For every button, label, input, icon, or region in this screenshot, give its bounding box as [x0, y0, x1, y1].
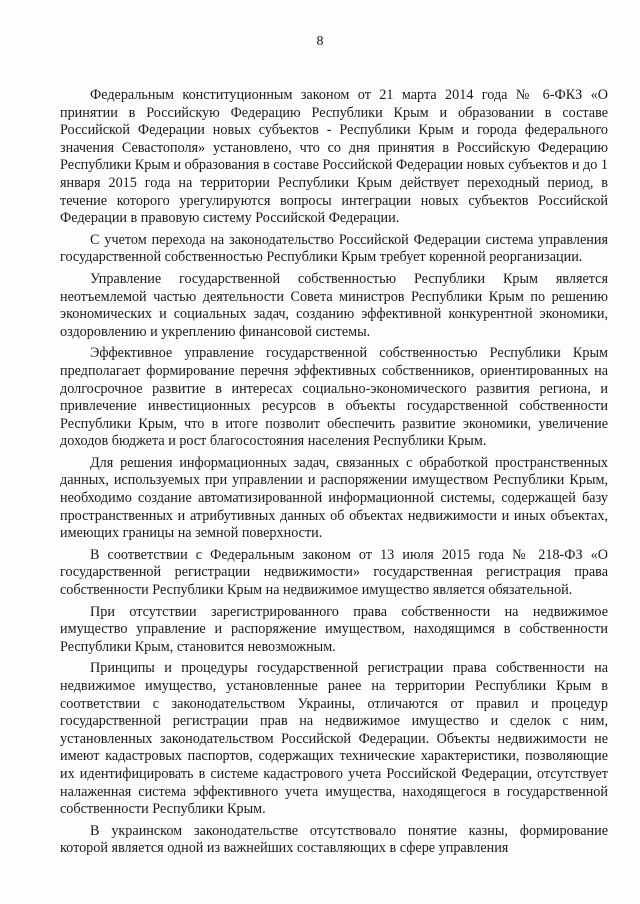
paragraph-3: Управление государственной собственностью Республики Крым является неотъемлемой частью деятельности Совета министров Республики Крым по решению экономических и социальных задач, созданию эффективной конкурентной экономики, оздоровлению и укреплению финансовой системы. — [60, 270, 608, 340]
page-number: 8 — [316, 34, 324, 49]
document-body — [60, 87, 608, 862]
paragraph-5: Для решения информационных задач, связанных с обработкой пространственных данных, используемых при управлении и распоряжении имуществом Республики Крым, необходимо создание автоматизированной информационной системы, содержащей базу пространственных и атрибутивных данных об объектах недвижимости и иных объектах, имеющих границы на земной поверхности. — [60, 454, 608, 542]
paragraph-1: Федеральным конституционным законом от 21 марта 2014 года № 6-ФКЗ «О принятии в Российскую Федерацию Республики Крым и образовании в составе Российской Федерации новых субъектов - Республики Крым и города федерального значения Севастополя» установлено, что со дня принятия в Российскую Федерацию Республики Крым и образования в составе Российской Федерации новых субъектов и до 1 января 2015 года на территории Республики Крым действует переходный период, в течение которого урегулируются вопросы интеграции новых субъектов Российской Федерации в правовую систему Российской Федерации. — [60, 87, 608, 227]
paragraph-2: С учетом перехода на законодательство Российской Федерации система управления государственной собственностью Республики Крым требует коренной реорганизации. — [60, 231, 608, 266]
paragraph-7: При отсутствии зарегистрированного права собственности на недвижимое имущество управление и распоряжение имуществом, находящимся в собственности Республики Крым, становится невозможным. — [60, 603, 608, 655]
paragraph-8: Принципы и процедуры государственной регистрации права собственности на недвижимое имущество, установленные ранее на территории Республики Крым в соответствии с законодательством Украины, отличаются от правил и процедур государственной регистрации прав на недвижимое имущество и сделок с ним, установленных законодательством Российской Федерации. Объекты недвижимости не имеют кадастровых паспортов, содержащих технические характеристики, позволяющие их идентифицировать в системе кадастрового учета Российской Федерации, отсутствует налаженная система эффективного учета имущества, находящегося в государственной собственности Республики Крым. — [60, 660, 608, 818]
paragraph-4: Эффективное управление государственной собственностью Республики Крым предполагает формирование перечня эффективных собственников, ориентированных на долгосрочное развитие в интересах социально-экономического развития региона, и привлечение инвестиционных ресурсов в объекты государственной собственности Республики Крым, что в итоге позволит обеспечить развитие экономики, увеличение доходов бюджета и рост благосостояния населения Республики Крым. — [60, 345, 608, 450]
paragraph-9: В украинском законодательстве отсутствовало понятие казны, формирование которой является одной из важнейших составляющих в сфере управления — [60, 822, 608, 857]
paragraph-6: В соответствии с Федеральным законом от 13 июля 2015 года № 218-ФЗ «О государственной регистрации недвижимости» государственная регистрация права собственности Республики Крым на недвижимое имущество является обязательной. — [60, 546, 608, 599]
